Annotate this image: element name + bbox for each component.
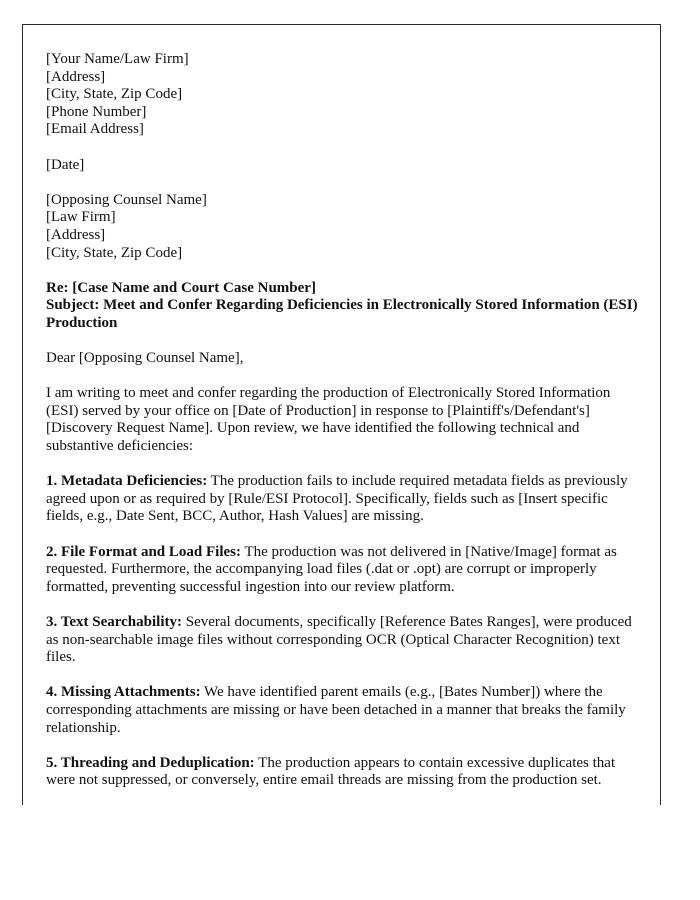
spacer	[46, 526, 640, 544]
spacer	[46, 596, 640, 614]
sender-city-line: [City, State, Zip Code]	[46, 86, 183, 103]
recipient-name-line: [Opposing Counsel Name]	[46, 191, 207, 208]
sender-name-line: [Your Name/Law Firm]	[46, 51, 189, 67]
sender-email-line: [Email Address]	[46, 121, 144, 138]
deficiency-item-2	[46, 544, 640, 597]
deficiency-1-body: The production fails to include required metadata fields as previously agreed upon or as required by [Rule/ESI Protocol]. Specifically, fields such as [Insert specific fields, e.g., Date Sent, BCC, Author, Hash Values] are missing.	[46, 473, 628, 525]
deficiency-5-lead-in: 5. Threading and Deduplication:	[46, 754, 255, 771]
spacer	[46, 737, 640, 755]
document-page	[22, 24, 661, 805]
recipient-city-line: [City, State, Zip Code]	[46, 244, 183, 261]
deficiency-item-5	[46, 755, 640, 790]
deficiency-item-4	[46, 684, 640, 737]
subject-block	[46, 280, 640, 333]
deficiency-3-lead-in: 3. Text Searchability:	[46, 614, 182, 630]
recipient-address-block	[46, 192, 640, 262]
deficiency-4-lead-in: 4. Missing Attachments:	[46, 684, 201, 701]
deficiency-2-lead-in: 2. File Format and Load Files:	[46, 543, 241, 560]
re-line: Re: [Case Name and Court Case Number]	[46, 279, 316, 296]
spacer	[46, 139, 640, 157]
date-line: [Date]	[46, 156, 85, 173]
deficiency-item-3	[46, 614, 640, 667]
sender-address-block	[46, 51, 640, 139]
spacer	[46, 174, 640, 192]
spacer	[46, 667, 640, 685]
recipient-address-line: [Address]	[46, 226, 106, 243]
deficiency-4-body: We have identified parent emails (e.g., [Bates Number]) where the corresponding attachments are missing or have been detached in a manner that breaks the family relationship.	[46, 684, 626, 736]
sender-phone-line: [Phone Number]	[46, 103, 147, 120]
subject-line: Subject: Meet and Confer Regarding Deficiencies in Electronically Stored Information (ESI) Production	[46, 297, 638, 331]
intro-paragraph: I am writing to meet and confer regarding the production of Electronically Stored Information (ESI) served by your office on [Date of Production] in response to [Plaintiff's/Defendant's] [Discovery Request Name]. Upon review, we have identified the following technical and substantive deficiencies:	[46, 385, 611, 455]
spacer	[46, 262, 640, 280]
document-body	[23, 25, 660, 790]
spacer	[46, 333, 640, 351]
spacer	[46, 456, 640, 474]
deficiency-item-1	[46, 473, 640, 526]
salutation: Dear [Opposing Counsel Name],	[46, 350, 244, 367]
spacer	[46, 368, 640, 386]
deficiency-2-body: The production was not delivered in [Native/Image] format as requested. Furthermore, the accompanying load files (.dat or .opt) are corrupt or improperly formatted, preventing successful ingestion into our review platform.	[46, 543, 617, 595]
deficiency-3-body: Several documents, specifically [Reference Bates Ranges], were produced as non-searchable image files without corresponding OCR (Optical Character Recognition) text files.	[46, 614, 632, 666]
sender-address-line: [Address]	[46, 68, 106, 85]
recipient-firm-line: [Law Firm]	[46, 209, 116, 226]
deficiency-5-body: The production appears to contain excessive duplicates that were not suppressed, or conversely, entire email threads are missing from the production set.	[46, 754, 616, 789]
deficiency-1-lead-in: 1. Metadata Deficiencies:	[46, 473, 208, 490]
